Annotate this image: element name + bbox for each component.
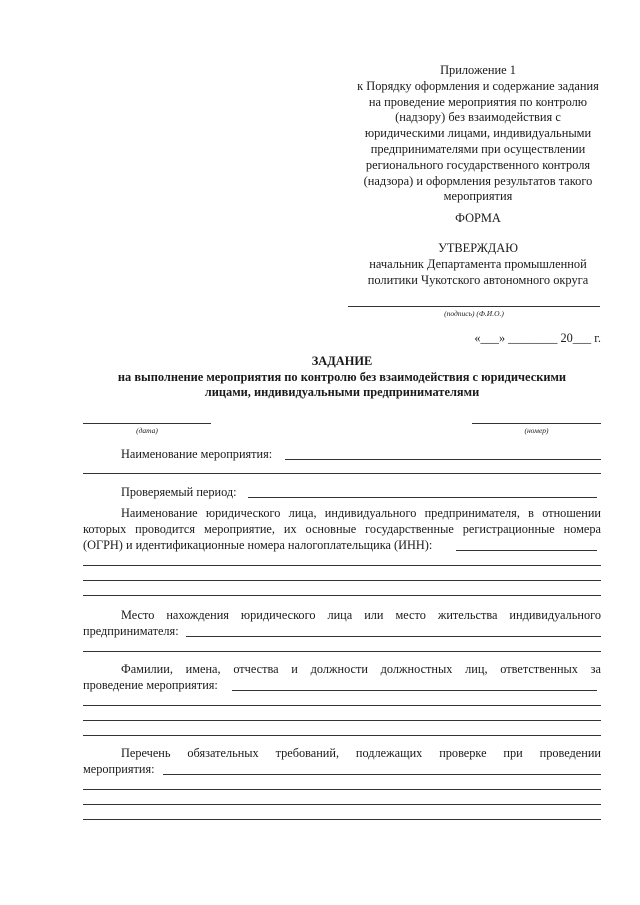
persons-blank-3[interactable] (83, 735, 601, 736)
entity-line-1: Наименование юридического лица, индивидуального предпринимателя, в отношении (121, 506, 601, 520)
appendix-line: (надзору) без взаимодействия с (395, 110, 561, 125)
persons-line-1: Фамилии, имена, отчества и должности должностных лиц, ответственных за (121, 662, 601, 676)
requirements-line-2: мероприятия: (83, 762, 155, 776)
requirements-blank-1[interactable] (83, 789, 601, 790)
period-label: Проверяемый период: (121, 485, 237, 499)
requirements-blank-2[interactable] (83, 804, 601, 805)
persons-line-2-blank[interactable] (232, 690, 597, 691)
appendix-line: мероприятия (443, 189, 513, 204)
requirements-line-1: Перечень обязательных требований, подлежащих проверке при проведении (121, 746, 601, 760)
persons-blank-2[interactable] (83, 720, 601, 721)
date-line[interactable] (83, 423, 211, 424)
location-line-2: предпринимателя: (83, 624, 179, 638)
entity-line-3: (ОГРН) и идентификационные номера налогоплательщика (ИНН): (83, 538, 433, 552)
appendix-line: на проведение мероприятия по контролю (368, 94, 588, 109)
signature-caption: (подпись) (Ф.И.О.) (444, 309, 504, 318)
entity-blank-1[interactable] (83, 565, 601, 566)
approval-block (345, 241, 611, 288)
signature-line[interactable] (348, 306, 600, 307)
entity-line-3-blank[interactable] (456, 550, 597, 551)
appendix-line: юридическими лицами, индивидуальными (364, 126, 592, 141)
entity-line-2: которых проводится мероприятие, их основные государственные регистрационные номера (83, 522, 601, 536)
approval-title: УТВЕРЖДАЮ (438, 241, 518, 255)
task-subtitle-line: лицами, индивидуальными предпринимателями (204, 384, 480, 399)
period-line[interactable] (248, 497, 597, 498)
date-caption: (дата) (136, 426, 158, 435)
form-label: ФОРМА (455, 211, 501, 225)
task-title: ЗАДАНИЕ (311, 354, 373, 368)
requirements-line-2-blank[interactable] (163, 774, 601, 775)
appendix-line: регионального государственного контроля (365, 157, 591, 172)
appendix-block (345, 63, 611, 205)
approval-line: политики Чукотского автономного округа (367, 272, 589, 287)
event-name-line[interactable] (285, 459, 601, 460)
approval-date-line[interactable]: «___» ________ 20___ г. (474, 331, 601, 345)
event-name-label: Наименование мероприятия: (121, 447, 273, 461)
number-caption: (номер) (524, 426, 549, 435)
task-subtitle (83, 370, 601, 399)
requirements-blank-3[interactable] (83, 819, 601, 820)
location-line-2-blank[interactable] (186, 636, 601, 637)
approval-line: начальник Департамента промышленной (369, 256, 587, 271)
entity-blank-2[interactable] (83, 580, 601, 581)
location-line-1: Место нахождения юридического лица или место жительства индивидуального (121, 608, 601, 622)
appendix-label: Приложение 1 (440, 63, 516, 77)
persons-line-2: проведение мероприятия: (83, 678, 218, 692)
appendix-line: (надзора) и оформления результатов такого (363, 173, 593, 188)
location-blank-1[interactable] (83, 651, 601, 652)
task-subtitle-line: на выполнение мероприятия по контролю без взаимодействия с юридическими (117, 370, 567, 384)
appendix-line: предпринимателями при осуществлении (370, 141, 586, 156)
number-line[interactable] (472, 423, 601, 424)
appendix-line: к Порядку оформления и содержание задания (357, 78, 599, 93)
event-name-line-2[interactable] (83, 473, 601, 474)
persons-blank-1[interactable] (83, 705, 601, 706)
entity-blank-3[interactable] (83, 595, 601, 596)
